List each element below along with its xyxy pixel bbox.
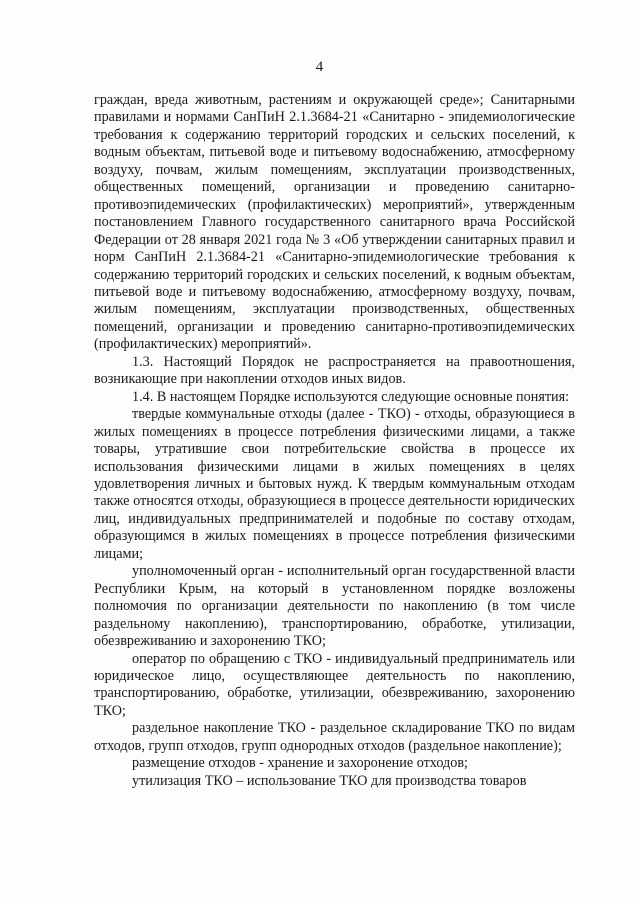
definition-tko: твердые коммунальные отходы (далее - ТКО) - отходы, образующиеся в жилых помещениях в процессе потребления физическими лицами, а также товары, утратившие свои потребительские свойства в процессе их использования физическими лицами в жилых помещениях в целях удовлетворения личных и бытовых нужд. К твердым коммунальным отходам также относятся отходы, образующиеся в процессе деятельности юридических лиц, индивидуальных предпринимателей и подобные по составу отходам, образующимся в жилых помещениях в процессе потребления физическими лицами; bbox=[94, 406, 575, 562]
page-number: 4 bbox=[315, 59, 324, 75]
definition-tko-utilization: утилизация ТКО – использование ТКО для производства товаров bbox=[132, 772, 527, 789]
paragraph-1-4: 1.4. В настоящем Порядке используются следующие основные понятия: bbox=[132, 388, 570, 405]
definition-waste-placement: размещение отходов - хранение и захоронение отходов; bbox=[132, 755, 468, 772]
definition-separate-accumulation: раздельное накопление ТКО - раздельное складирование ТКО по видам отходов, групп отходов, групп однородных отходов (раздельное накопление); bbox=[94, 720, 575, 754]
definition-authorized-body: уполномоченный орган - исполнительный орган государственной власти Республики Крым, на который в установленном порядке возложены полномочия по организации деятельности по накоплению (в том числе раздельному накоплению), транспортированию, обработке, утилизации, обезвреживанию и захоронению ТКО; bbox=[94, 563, 575, 650]
document-body bbox=[94, 92, 575, 790]
paragraph-1-3: 1.3. Настоящий Порядок не распространяется на правоотношения, возникающие при накоплении отходов иных видов. bbox=[94, 353, 575, 388]
paragraph-sanpin-reference: граждан, вреда животным, растениям и окружающей среде»; Санитарными правилами и нормами СанПиН 2.1.3684-21 «Санитарно - эпидемиологические требования к содержанию территорий городских и сельских поселений, к водным объектам, питьевой воде и питьевому водоснабжению, атмосферному воздуху, почвам, жилым помещениям, эксплуатации производственных, общественных помещений, организации и проведению санитарно-противоэпидемических (профилактических) мероприятий», утвержденным постановлением Главного государственного санитарного врача Российской Федерации от 28 января 2021 года № 3 «Об утверждении санитарных правил и норм СанПиН 2.1.3684-21 «Санитарно-эпидемиологические требования к содержанию территорий городских и сельских поселений, к водным объектам, питьевой воде и питьевому водоснабжению, атмосферному воздуху, почвам, жилым помещениям, эксплуатации производственных, общественных помещений, организации и проведению санитарно-противоэпидемических (профилактических) мероприятий». bbox=[94, 92, 575, 353]
definition-operator: оператор по обращению с ТКО - индивидуальный предприниматель или юридическое лицо, осуществляющее деятельность по накоплению, транспортированию, обработке, утилизации, обезвреживанию, захоронению ТКО; bbox=[94, 650, 575, 719]
